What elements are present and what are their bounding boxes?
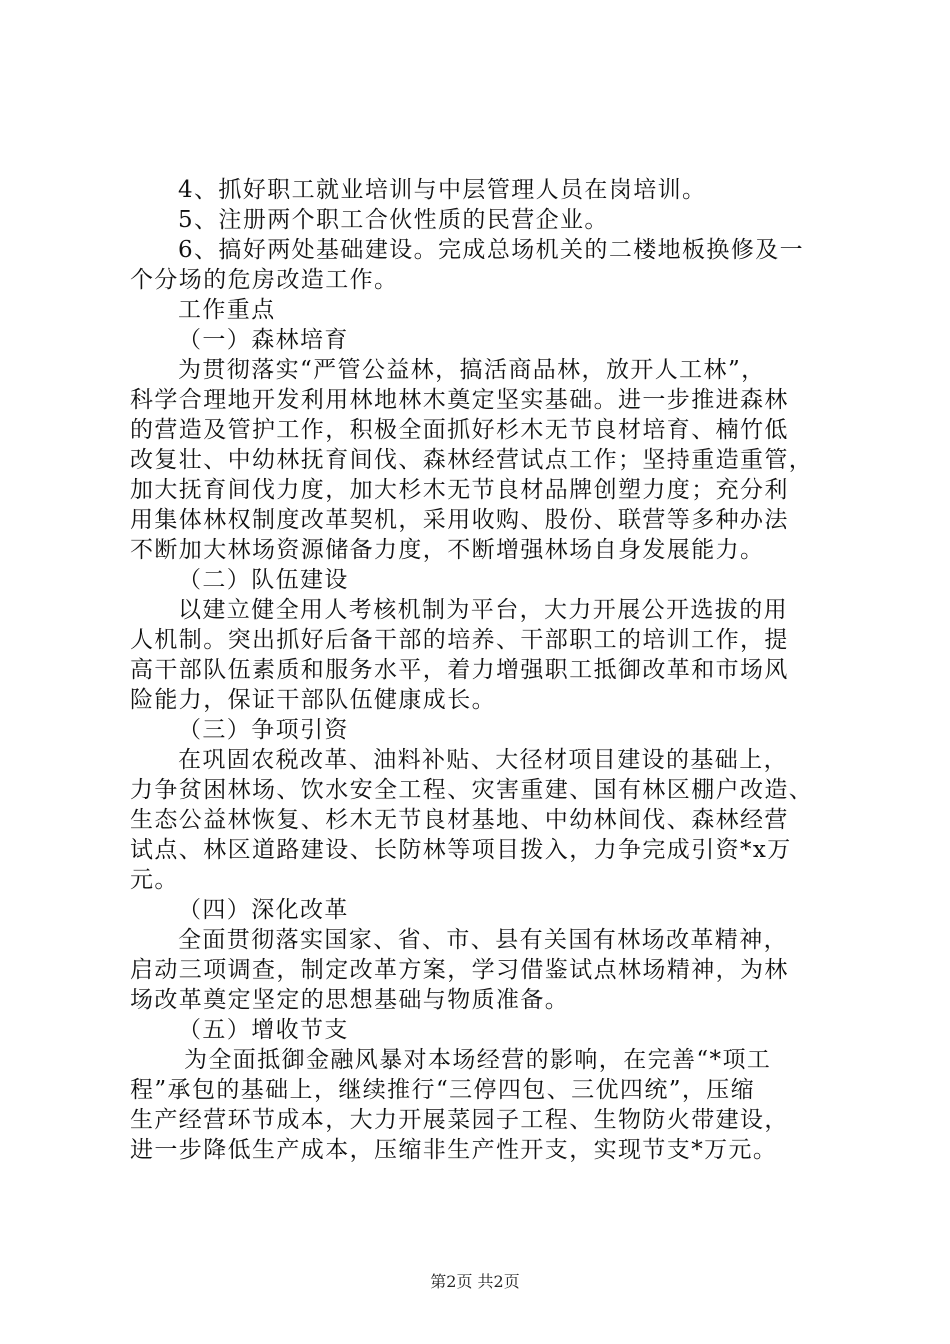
text-line: 的营造及管护工作，积极全面抓好杉木无节良材培育、楠竹低 [130,417,789,443]
text-line: 改复壮、中幼林抚育间伐、森林经营试点工作；坚持重造重管， [130,447,814,473]
text-line: 为贯彻落实“严管公益林，搞活商品林，放开人工林”， [178,357,766,383]
text-line: 险能力，保证干部队伍健康成长。 [130,687,496,713]
text-line: 高干部队伍素质和服务水平，着力增强职工抵御改革和市场风 [130,657,789,683]
text-line: 5、注册两个职工合伙性质的民营企业。 [178,207,609,233]
text-line: 用集体林权制度改革契机，采用收购、股份、联营等多种办法 [130,507,789,533]
text-line: （四）深化改革 [178,897,349,923]
text-line: （三）争项引资 [178,717,349,743]
text-line: （五）增收节支 [178,1017,349,1043]
text-line: 科学合理地开发利用林地林木奠定坚实基础。进一步推进森林 [130,387,789,413]
text-line: 以建立健全用人考核机制为平台，大力开展公开选拔的用 [178,597,788,623]
text-line: （一）森林培育 [178,327,349,353]
text-line: （二）队伍建设 [178,567,349,593]
text-line: 人机制。突出抓好后备干部的培养、干部职工的培训工作，提 [130,627,789,653]
text-line: 生态公益林恢复、杉木无节良材基地、中幼林间伐、森林经营 [130,807,789,833]
text-line: 生产经营环节成本，大力开展菜园子工程、生物防火带建设， [130,1107,789,1133]
text-line: 试点、林区道路建设、长防林等项目拨入，力争完成引资*x万 [130,837,792,863]
text-line: 力争贫困林场、饮水安全工程、灾害重建、国有林区棚户改造、 [130,777,814,803]
text-line: 进一步降低生产成本，压缩非生产性开支，实现节支*万元。 [130,1137,778,1163]
text-line: 不断加大林场资源储备力度，不断增强林场自身发展能力。 [130,537,765,563]
text-line: 个分场的危房改造工作。 [130,267,399,293]
text-line: 工作重点 [178,297,276,323]
document-body [130,175,850,1165]
text-line: 程”承包的基础上，继续推行“三停四包、三优四统”，压缩 [130,1077,756,1103]
text-line: 启动三项调查，制定改革方案，学习借鉴试点林场精神，为林 [130,957,789,983]
text-line: 全面贯彻落实国家、省、市、县有关国有林场改革精神， [178,927,788,953]
text-line: 在巩固农税改革、油料补贴、大径材项目建设的基础上， [178,747,788,773]
text-line: 为全面抵御金融风暴对本场经营的影响，在完善“*项工 [184,1047,772,1073]
text-line: 场改革奠定坚定的思想基础与物质准备。 [130,987,570,1013]
page-footer: 第2页 共2页 [430,1272,520,1291]
text-line: 加大抚育间伐力度，加大杉木无节良材品牌创塑力度；充分利 [130,477,789,503]
text-line: 元。 [130,867,179,893]
text-line: 4、抓好职工就业培训与中层管理人员在岗培训。 [178,177,707,203]
text-line: 6、搞好两处基础建设。完成总场机关的二楼地板换修及一 [178,237,805,263]
